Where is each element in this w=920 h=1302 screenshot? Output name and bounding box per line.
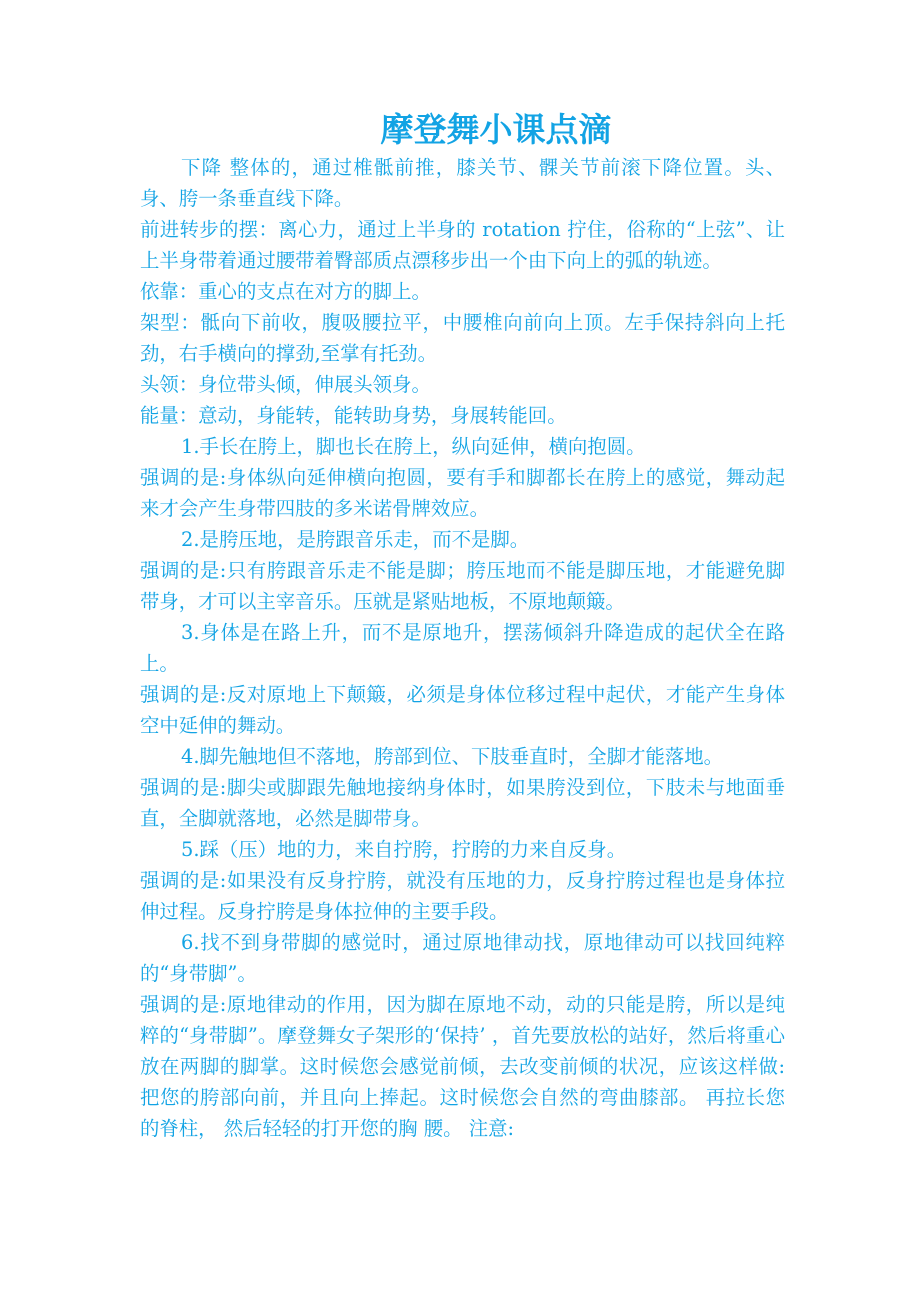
document-title: 摩登舞小课点滴	[380, 110, 612, 149]
paragraph: 6.找不到身带脚的感觉时，通过原地律动找，原地律动可以找回纯粹的“身带脚”。	[140, 931, 785, 985]
paragraph: 5.踩（压）地的力，来自拧胯，拧胯的力来自反身。	[181, 838, 627, 861]
paragraph: 强调的是:脚尖或脚跟先触地接纳身体时，如果胯没到位，下肢未与地面垂直，全脚就落地，必然是脚带身。	[140, 776, 785, 830]
paragraph: 强调的是:如果没有反身拧胯，就没有压地的力，反身拧胯过程也是身体拉伸过程。反身拧胯是身体拉伸的主要手段。	[140, 869, 785, 923]
paragraph: 能量：意动，身能转，能转助身势，身展转能回。	[140, 404, 567, 427]
paragraph: 强调的是:身体纵向延伸横向抱圆，要有手和脚都长在胯上的感觉，舞动起来才会产生身带四肢的多米诺骨牌效应。	[140, 466, 785, 520]
paragraph: 4.脚先触地但不落地，胯部到位、下肢垂直时，全脚才能落地。	[181, 745, 724, 768]
paragraph: 架型：骶向下前收，腹吸腰拉平，中腰椎向前向上顶。左手保持斜向上托劲，右手横向的撑劲,至掌有托劲。	[140, 311, 785, 365]
paragraph: 下降 整体的，通过椎骶前推，膝关节、髁关节前滚下降位置。头、身、胯一条垂直线下降。	[140, 156, 785, 210]
paragraph: 1.手长在胯上，脚也长在胯上，纵向延伸，横向抱圆。	[181, 435, 646, 458]
paragraph: 强调的是:只有胯跟音乐走不能是脚；胯压地而不能是脚压地，才能避免脚带身，才可以主宰音乐。压就是紧贴地板，不原地颠簸。	[140, 559, 785, 613]
document-body	[140, 152, 785, 1144]
paragraph: 前进转步的摆：离心力，通过上半身的 rotation 拧住，俗称的“上弦”、让上半身带着通过腰带着臀部质点漂移步出一个由下向上的弧的轨迹。	[140, 218, 785, 272]
paragraph: 依靠：重心的支点在对方的脚上。	[140, 280, 431, 303]
paragraph: 3.身体是在路上升，而不是原地升，摆荡倾斜升降造成的起伏全在路上。	[140, 621, 785, 675]
paragraph: 2.是胯压地，是胯跟音乐走，而不是脚。	[181, 528, 530, 551]
paragraph: 强调的是:原地律动的作用，因为脚在原地不动，动的只能是胯，所以是纯粹的“身带脚”。摩登舞女子架形的‘保持’ ，首先要放松的站好，然后将重心放在两脚的脚掌。这时候您会感觉前倾，去改变前倾的状况，应该这样做: 把您的胯部向前，并且向上捧起。这时候您会自然的弯曲膝部。 再拉长您的脊柱， 然后轻轻的打开您的胸 腰。 注意:	[140, 993, 785, 1140]
paragraph: 头领：身位带头倾，伸展头领身。	[140, 373, 431, 396]
paragraph: 强调的是:反对原地上下颠簸，必须是身体位移过程中起伏，才能产生身体空中延伸的舞动。	[140, 683, 785, 737]
